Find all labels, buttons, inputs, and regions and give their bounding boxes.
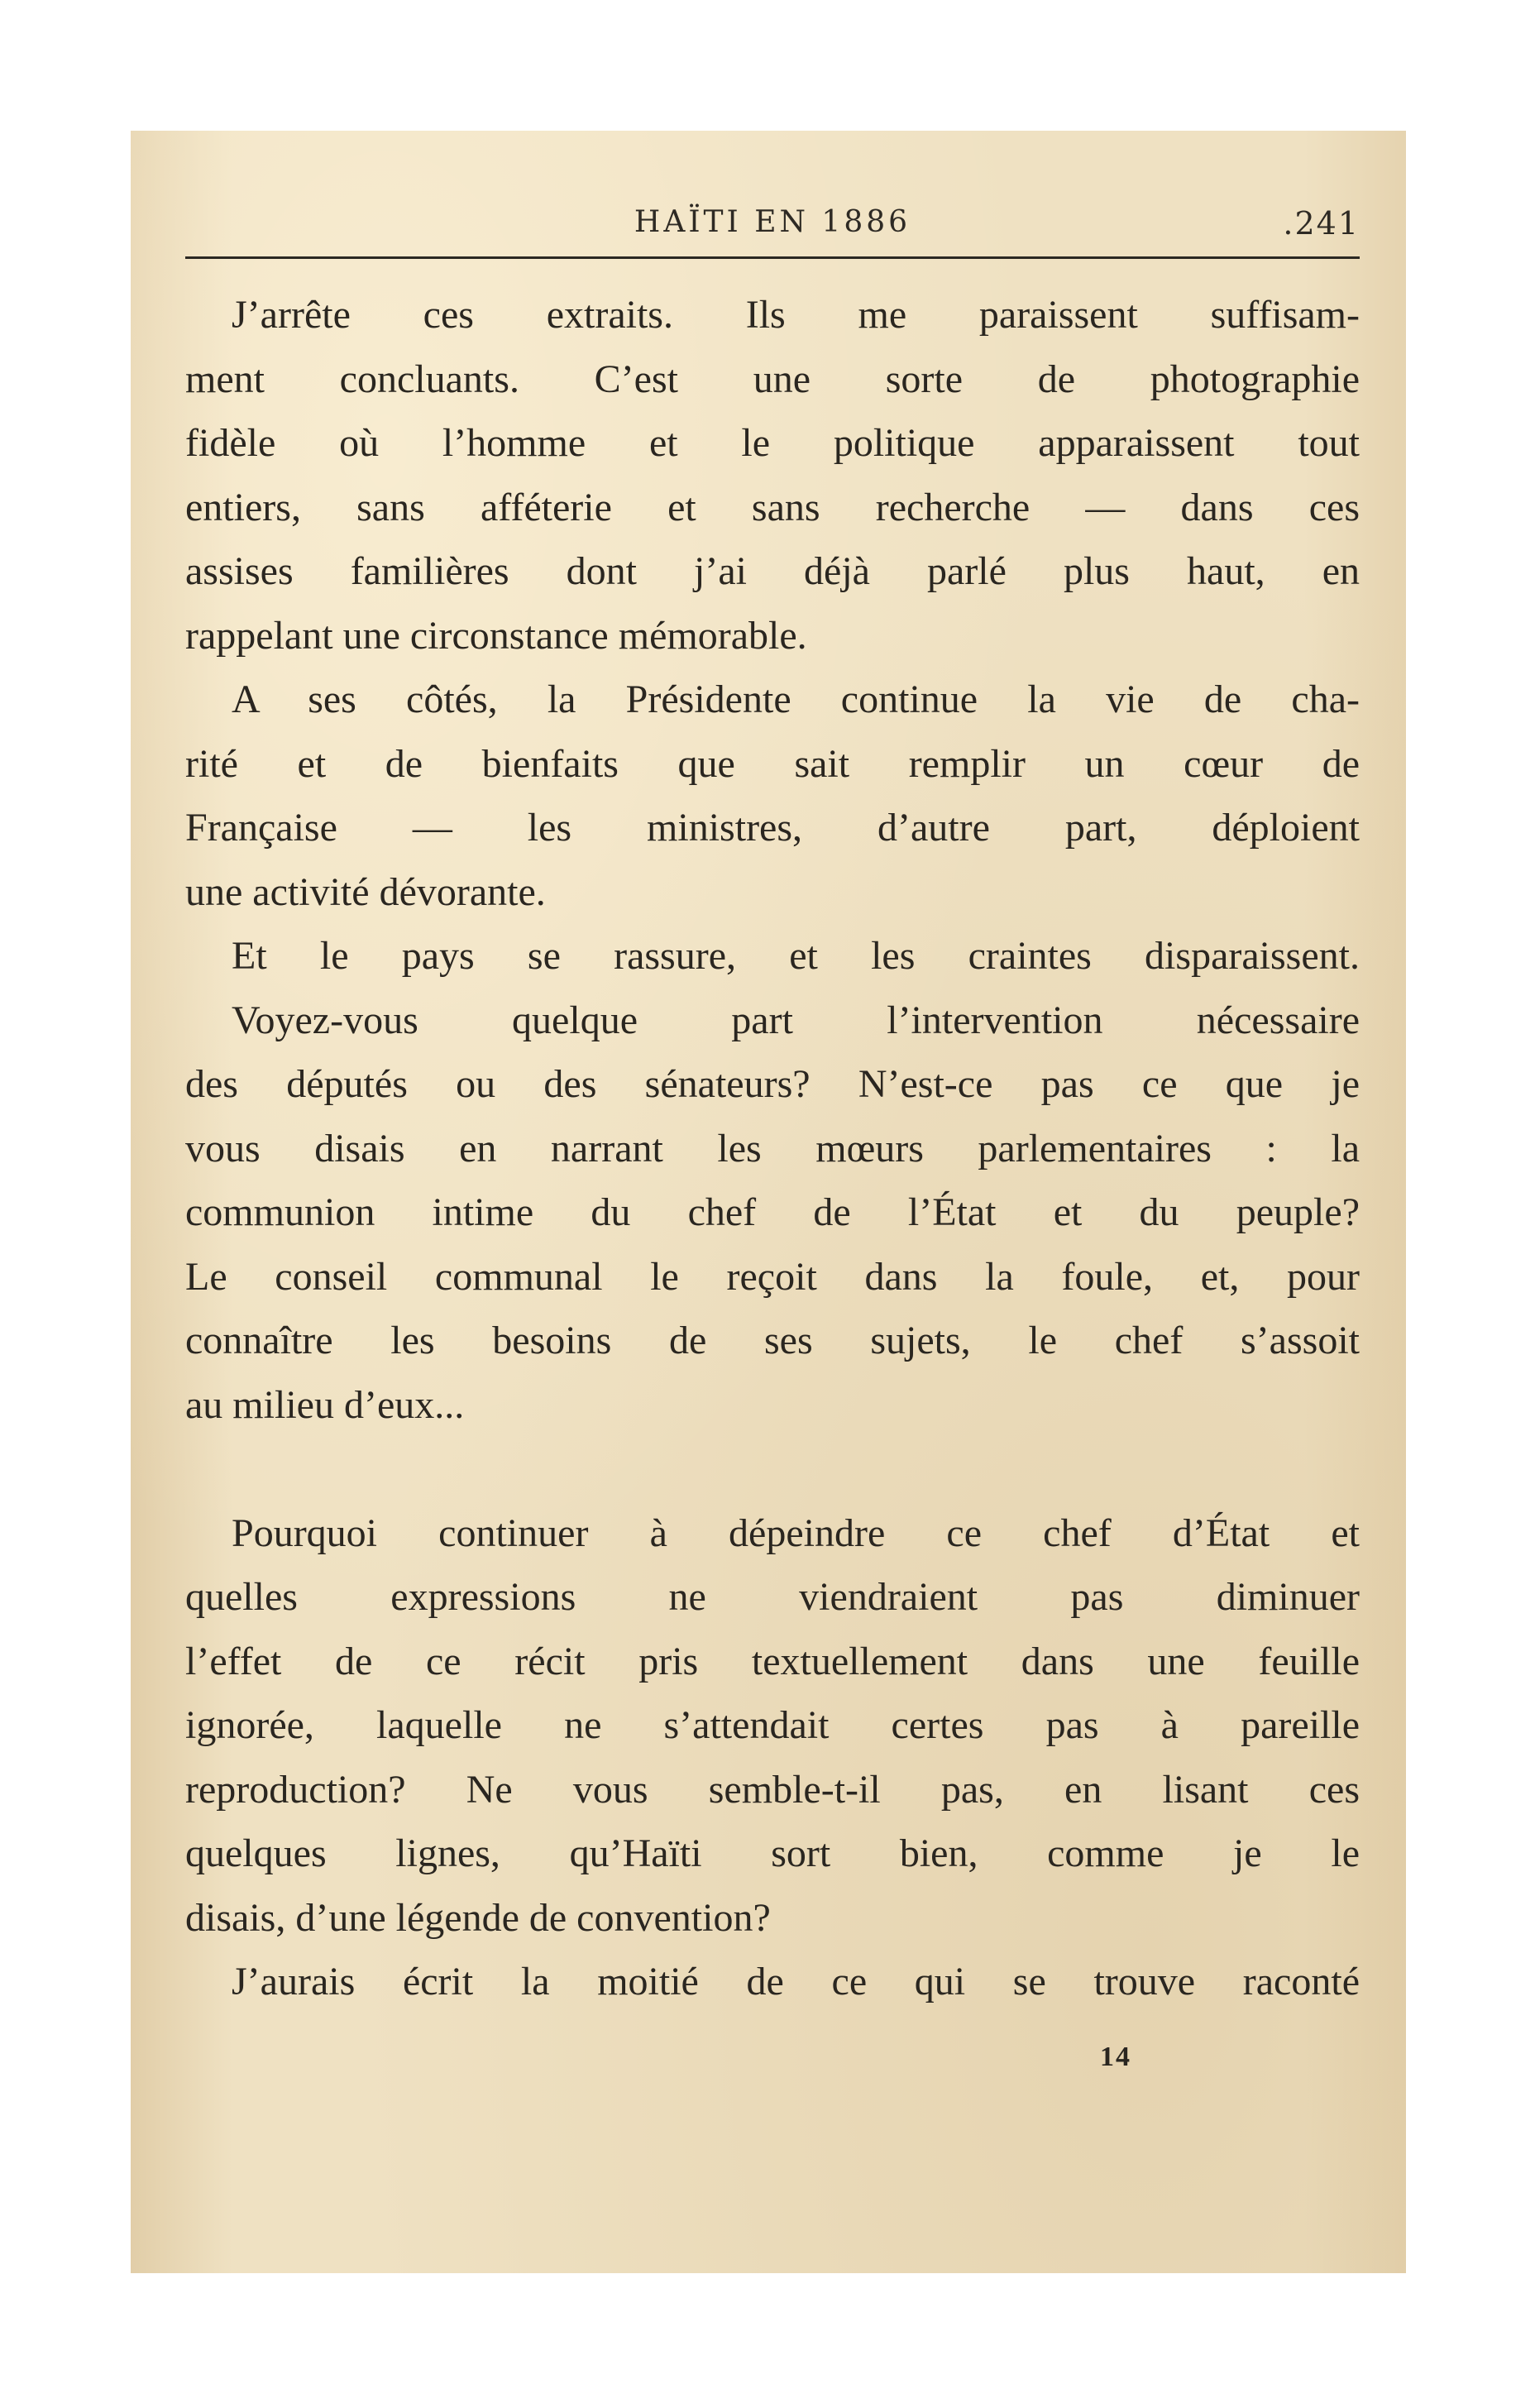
- text-line: J’aurais écrit la moitié de ce qui se trouve raconté: [232, 1960, 1360, 2003]
- text-line: Pourquoi continuer à dépeindre ce chef d’État et: [232, 1510, 1360, 1555]
- blank-line: [185, 1437, 1360, 1501]
- text-line: quelles expressions ne viendraient pas diminuer: [185, 1575, 1360, 1619]
- text-line: disais, d’une légende de convention?: [185, 1895, 771, 1940]
- text-line: Voyez-vous quelque part l’intervention nécessaire: [232, 998, 1360, 1042]
- text-line: rappelant une circonstance mémorable.: [185, 613, 807, 658]
- text-line: ment concluants. C’est une sorte de photographie: [185, 357, 1360, 401]
- running-title: HAÏTI EN 1886: [634, 205, 911, 239]
- text-line: Et le pays se rassure, et les craintes disparaissent.: [232, 934, 1360, 978]
- text-line: vous disais en narrant les mœurs parlementaires : la: [185, 1126, 1360, 1170]
- header-rule: [185, 256, 1360, 259]
- text-line: l’effet de ce récit pris textuellement dans une feuille: [185, 1639, 1360, 1683]
- text-line: reproduction? Ne vous semble-t-il pas, en lisant ces: [185, 1767, 1360, 1812]
- text-line: Française — les ministres, d’autre part, déploient: [185, 806, 1360, 850]
- text-line: J’arrête ces extraits. Ils me paraissent suffisam-: [232, 293, 1360, 337]
- running-head: [185, 202, 1360, 243]
- page-number: .241: [1283, 205, 1360, 242]
- text-line: au milieu d’eux...: [185, 1382, 465, 1427]
- signature-mark: 14: [1100, 2042, 1131, 2072]
- text-line: quelques lignes, qu’Haïti sort bien, comme je le: [185, 1831, 1360, 1875]
- text-line: A ses côtés, la Présidente continue la vie de cha-: [232, 677, 1360, 721]
- text-line: rité et de bienfaits que sait remplir un cœur de: [185, 741, 1360, 786]
- text-line: assises familières dont j’ai déjà parlé plus haut, en: [185, 549, 1360, 593]
- text-line: une activité dévorante.: [185, 869, 546, 914]
- book-page: [131, 131, 1406, 2273]
- text-line: Le conseil communal le reçoit dans la foule, et, pour: [185, 1254, 1360, 1299]
- text-line: des députés ou des sénateurs? N’est-ce pas ce que je: [185, 1062, 1360, 1106]
- text-line: communion intime du chef de l’État et du peuple?: [185, 1190, 1360, 1234]
- text-line: ignorée, laquelle ne s’attendait certes pas à pareille: [185, 1703, 1360, 1747]
- text-line: entiers, sans afféterie et sans recherche — dans ces: [185, 485, 1360, 529]
- text-line: connaître les besoins de ses sujets, le chef s’assoit: [185, 1319, 1360, 1362]
- text-line: fidèle où l’homme et le politique apparaissent tout: [185, 421, 1360, 465]
- body-text: [185, 283, 1360, 2014]
